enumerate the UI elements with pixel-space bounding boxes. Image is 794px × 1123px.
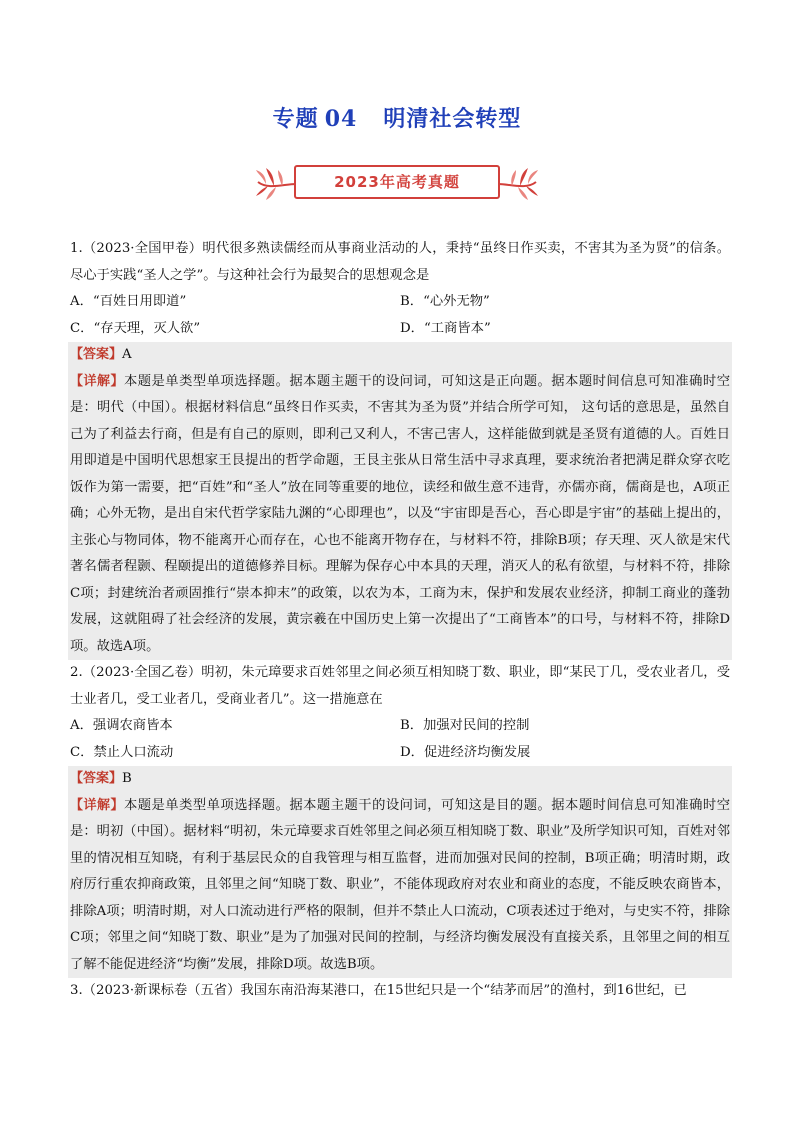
option-d: D．促进经济均衡发展 [400,744,531,760]
question-1-detail [68,369,732,661]
detail-text: 本题是单类型单项选择题。据本题主题干的设问词，可知这是正向题。据本题时间信息可知准确时空是：明代（中国）。根据材料信息“虽终日作买卖，不害其为圣为贤”并结合所学可知， 这句话的意思是，虽然自己为了利益去行商，但是有自己的原则，即利己又利人，不害己害人，这样能做到就是圣贤有道德的人。百姓日用即道是中国明代思想家王艮提出的哲学命题，王艮主张从日常生活中寻求真理，要求统治者把满足群众穿衣吃饭作为第一需要，把“百姓”和“圣人”放在同等重要的地位，读经和做生意不违背，亦儒亦商，儒商是也，A项正确；心外无物，是出自宋代哲学家陆九渊的“心即理也”，以及“宇宙即是吾心，吾心即是宇宙”的基础上提出的，主张心与物同体，物不能离开心而存在，心也不能离开物存在，与材料不符，排除B项；存天理、灭人欲是宋代著名儒者程颢、程颐提出的道德修养目标。理解为保存心中本具的天理，消灭人的私有欲望，与材料不符，排除C项；封建统治者顽固推行“崇本抑末”的政策，以农为本，工商为末，保护和发展农业经济，抑制工商业的蓬勃发展，这就阻碍了社会经济的发展，黄宗羲在中国历史上第一次提出了“工商皆本”的口号，与材料不符，排除D项。故选A项。 [70,373,730,654]
question-2-stem: 2.（2023·全国乙卷）明初，朱元璋要求百姓邻里之间必须互相知晓丁数、职业，即“某民丁几，受农业者几，受士业者几，受工业者几，受商业者几”。这一措施意在 [70,665,730,707]
question-1-stem: 1.（2023·全国甲卷）明代很多熟读儒经而从事商业活动的人，秉持“虽终日作买卖，不害其为圣为贤”的信条。尽心于实践“圣人之学”。与这种社会行为最契合的思想观念是 [70,241,730,283]
question-2-answer [68,766,732,793]
question-1-options [70,289,730,342]
right-laurel-icon [496,162,540,202]
answer-value: A [122,347,132,362]
option-d: D．“工商皆本” [400,320,491,336]
option-c: C．禁止人口流动 [70,744,174,760]
question-2-options [70,713,730,766]
option-a: A．“百姓日用即道” [70,294,187,309]
answer-value: B [122,771,132,786]
section-banner [254,162,540,202]
detail-tag: 【详解】 [70,373,124,389]
answer-tag: 【答案】 [70,771,123,786]
title-prefix: 专题 [272,107,319,132]
left-laurel-icon [254,162,298,202]
question-2-detail [68,793,732,979]
question-3-stem: 3.（2023·新课标卷（五省）我国东南沿海某港口，在15世纪只是一个“结茅而居”的渔村，到16世纪，已 [70,983,687,998]
answer-tag: 【答案】 [70,347,123,362]
detail-text: 本题是单类型单项选择题。据本题主题干的设问词，可知这是目的题。据本题时间信息可知准确时空是：明初（中国）。据材料“明初，朱元璋要求百姓邻里之间必须互相知晓丁数、职业”及所学知识可知，百姓对邻里的情况相互知晓，有利于基层民众的自我管理与相互监督，进而加强对民间的控制，B项正确；明清时期，政府厉行重农抑商政策，且邻里之间“知晓丁数、职业”，不能体现政府对农业和商业的态度，不能反映农商皆本，排除A项；明清时期，对人口流动进行严格的限制，但并不禁止人口流动，C项表述过于绝对，与史实不符，排除C项；邻里之间“知晓丁数、职业”是为了加强对民间的控制，与经济均衡发展没有直接关系，且邻里之间的相互了解不能促进经济“均衡”发展，排除D项。故选B项。 [70,797,730,972]
title-number: 04 [324,106,358,132]
option-c: C．“存天理，灭人欲” [70,320,201,336]
option-b: B．加强对民间的控制 [400,718,530,733]
title-main: 明清社会转型 [383,107,522,132]
question-1-answer [68,342,732,369]
banner-label: 2023年高考真题 [294,165,500,199]
option-b: B．“心外无物” [400,294,490,309]
question-list [70,236,730,1005]
detail-tag: 【详解】 [70,797,124,813]
option-a: A．强调农商皆本 [70,718,173,733]
page-title [0,102,794,133]
